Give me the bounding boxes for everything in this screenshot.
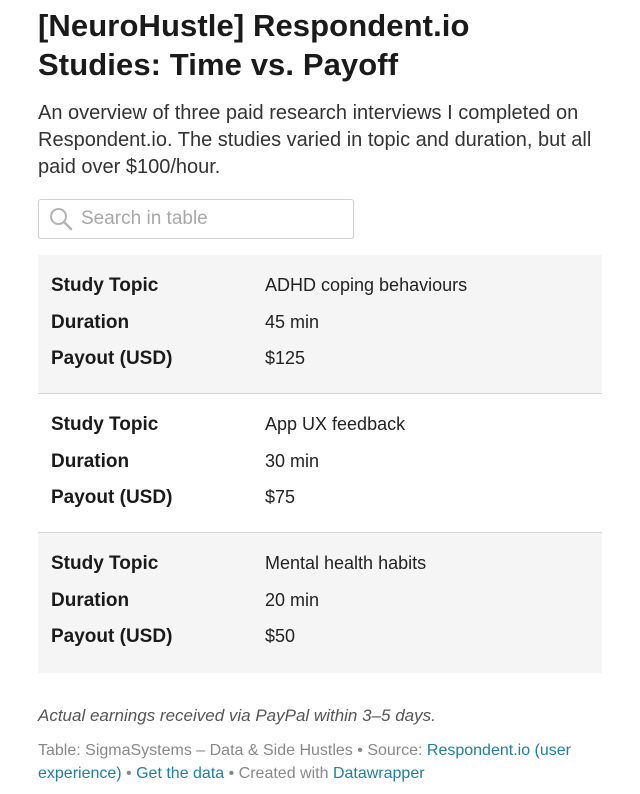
column-header-payout: Payout (USD) [51, 487, 173, 508]
column-header-duration: Duration [51, 311, 130, 333]
table-notes: Actual earnings received via PayPal within 3–5 days. [38, 706, 436, 725]
column-header-duration: Duration [51, 450, 130, 472]
cell-study-topic: App UX feedback [265, 414, 406, 434]
title-line-1: [NeuroHustle] Respondent.io [38, 8, 470, 43]
datawrapper-link[interactable]: Datawrapper [332, 765, 425, 782]
footer-created-label: Created with [238, 765, 333, 782]
get-the-data-link[interactable]: Get the data [136, 765, 225, 782]
title-line-2: Studies: Time vs. Payoff [38, 47, 399, 82]
table-field-row [51, 310, 602, 347]
footer-source-label: Source: [367, 742, 427, 759]
cell-payout: $50 [265, 626, 296, 646]
cell-payout: $75 [265, 487, 296, 507]
footer-separator: • [352, 742, 368, 759]
column-header-study-topic: Study Topic [51, 553, 159, 574]
cell-payout: $125 [265, 348, 306, 368]
table-field-row [51, 449, 602, 486]
table-description: An overview of three paid research interviews I completed on Respondent.io. The studies varied in topic and duration, but all paid over $100/hour. [38, 102, 592, 178]
cell-duration: 30 min [265, 450, 320, 471]
column-header-study-topic: Study Topic [51, 275, 159, 296]
table-row [38, 255, 602, 394]
table-footer [38, 739, 602, 785]
table-field-row [51, 551, 602, 588]
page-title [38, 0, 602, 84]
column-header-payout: Payout (USD) [51, 348, 173, 369]
column-header-duration: Duration [51, 589, 130, 611]
cell-study-topic: ADHD coping behaviours [265, 275, 468, 295]
cell-duration: 20 min [265, 589, 320, 610]
search-icon [47, 205, 75, 233]
footer-byline: Table: SigmaSystems – Data & Side Hustles [38, 742, 353, 759]
cell-duration: 45 min [265, 311, 320, 332]
table-row [38, 394, 602, 533]
table-row [38, 533, 602, 673]
column-header-payout: Payout (USD) [51, 626, 173, 647]
footer-separator: • [224, 765, 239, 782]
data-table [38, 255, 602, 673]
table-field-row [51, 412, 602, 449]
footer-separator: • [121, 765, 137, 782]
table-field-row [51, 273, 602, 310]
search-input[interactable] [81, 208, 331, 230]
table-field-row [51, 346, 602, 383]
cell-study-topic: Mental health habits [265, 553, 427, 573]
table-field-row [51, 588, 602, 625]
column-header-study-topic: Study Topic [51, 414, 159, 435]
table-field-row [51, 624, 602, 661]
search-box[interactable] [38, 199, 354, 239]
table-field-row [51, 485, 602, 522]
source-link[interactable]: Respondent.io (user experience) [38, 742, 571, 782]
datawrapper-table-widget [38, 0, 602, 785]
